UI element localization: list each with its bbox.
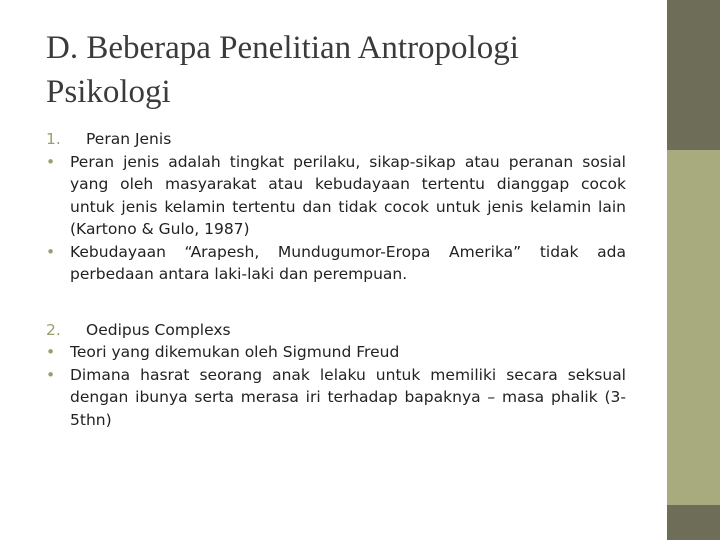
section-number: 2.	[46, 320, 61, 339]
slide-title: D. Beberapa Penelitian Antropologi Psikologi	[46, 30, 519, 110]
bullet-item	[46, 241, 626, 286]
bullet-text: Peran jenis adalah tingkat perilaku, sikap-sikap atau peranan sosial yang oleh masyarakat atau kebudayaan tertentu dianggap cocok untuk jenis kelamin tertentu dan tidak cocok untuk jenis kelamin lain (Kartono & Gulo, 1987)	[70, 152, 626, 238]
bullet-icon: •	[46, 343, 56, 361]
side-accent-bar	[667, 0, 720, 540]
bullet-text: Kebudayaan “Arapesh, Mundugumor-Eropa Amerika” tidak ada perbedaan antara laki-laki dan perempuan.	[70, 242, 626, 283]
bullet-text: Dimana hasrat seorang anak lelaku untuk memiliki secara seksual dengan ibunya serta merasa iri terhadap bapaknya – masa phalik (3-5thn)	[70, 365, 626, 429]
bullet-icon: •	[46, 242, 56, 261]
bullet-icon: •	[46, 365, 56, 384]
slide-body	[46, 128, 626, 431]
bullet-item	[46, 364, 626, 432]
section-heading-1	[46, 128, 626, 151]
bullet-text: Teori yang dikemukan oleh Sigmund Freud	[70, 343, 400, 361]
section-heading-text: Oedipus Complexs	[86, 320, 231, 339]
side-accent-middle	[667, 150, 720, 505]
bullet-icon: •	[46, 152, 56, 171]
section-number: 1.	[46, 130, 61, 148]
section-heading-2	[46, 319, 626, 342]
bullet-item	[46, 151, 626, 241]
side-accent-bottom	[667, 505, 720, 540]
side-accent-top	[667, 0, 720, 150]
section-heading-text: Peran Jenis	[86, 130, 172, 148]
section-spacer	[46, 286, 626, 319]
bullet-item	[46, 341, 626, 364]
